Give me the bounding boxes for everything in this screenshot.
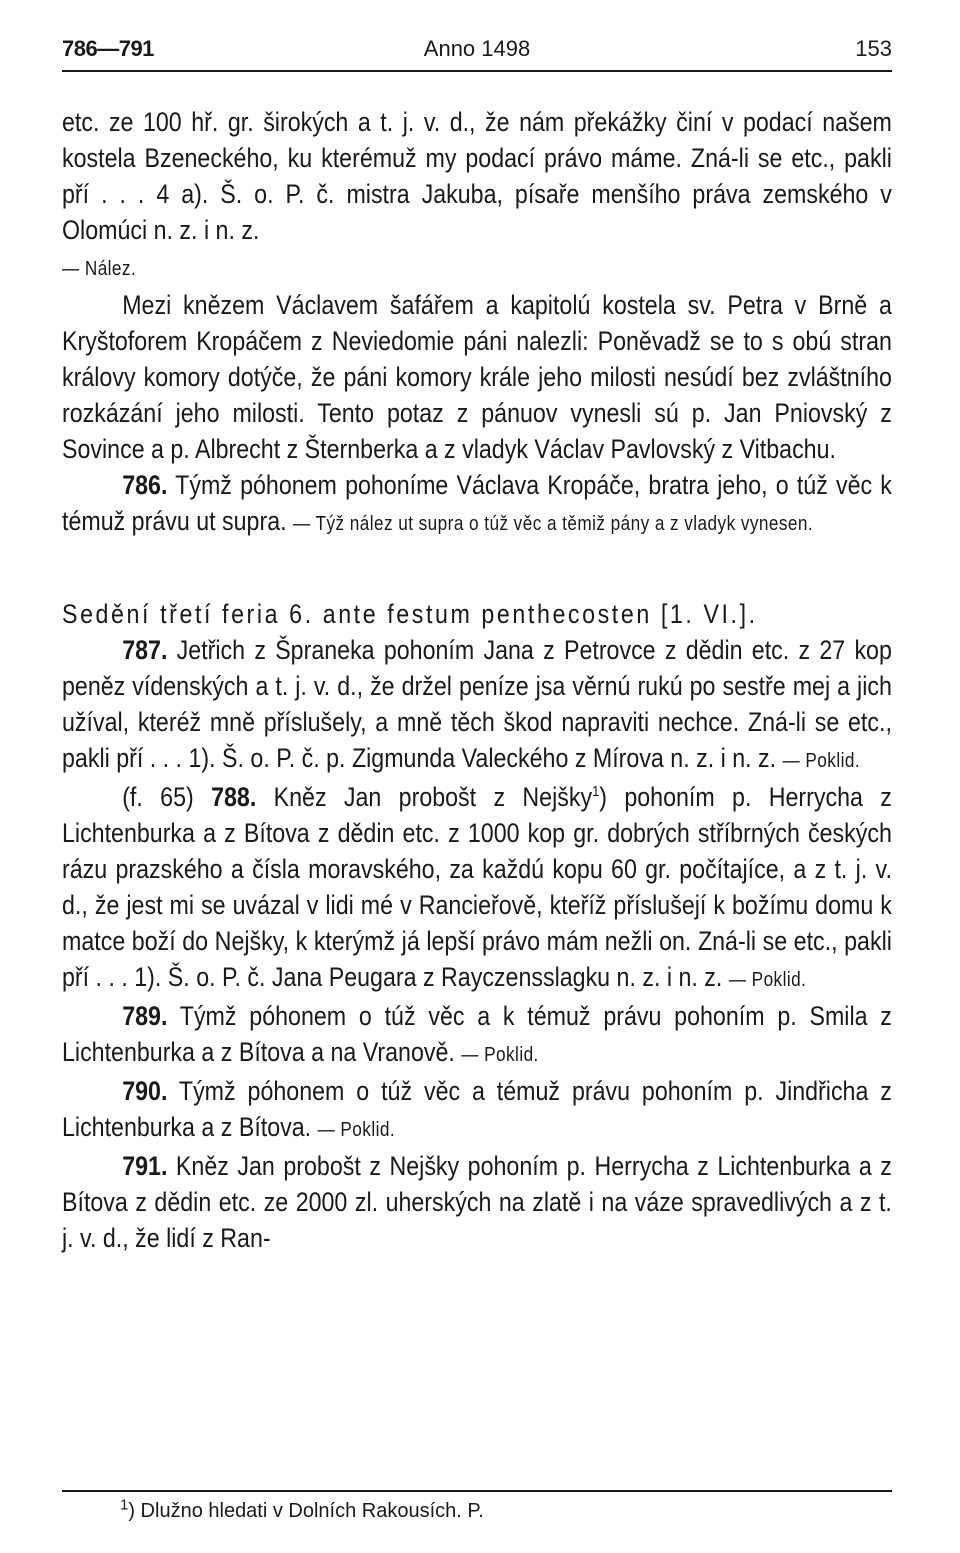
entry-number: 790.: [122, 1076, 168, 1106]
entry-number: 789.: [122, 1001, 168, 1031]
entry-text: Kněz Jan probošt z Nejšky: [273, 782, 593, 812]
entry-text: Týmž póhonem o túž věc a témuž právu pohoním p. Jindřicha z Lichtenburka a z Bítova.: [62, 1076, 892, 1142]
paragraph-text: Mezi knězem Václavem šafářem a kapitolú kostela sv. Petra v Brně a Kryštoforem Kropáčem z Neviedomie páni nalezli: Poněvadž se to s obú stran královy komory dotýče, že páni komory krále jeho milosti nesúdí bez zvláštního rozkázání jeho milosti. Tento potaz z pánuov vynesli sú p. Jan Pniovský z Sovince a p. Albrecht z Šternberka a z vladyk Václav Pavlovský z Vitbachu.: [62, 290, 892, 464]
verdict: — Poklid.: [782, 750, 861, 772]
entry-number: 788.: [211, 782, 257, 812]
entry-text: Týmž póhonem pohoníme Václava Kropáče, bratra jeho, o túž věc k témuž právu ut supra.: [62, 470, 892, 536]
entry-788: [62, 779, 892, 998]
footnote-ref: 1: [592, 783, 600, 800]
verdict: — Poklid.: [461, 1044, 539, 1066]
entry-786: [62, 467, 892, 542]
entry-789: [62, 998, 892, 1073]
paragraph-finding: [62, 287, 892, 467]
page-number: 153: [855, 36, 892, 61]
entry-number: 786.: [122, 470, 168, 500]
footnote: [120, 1496, 484, 1523]
body-text: [62, 104, 892, 1256]
footnote-mark: 1: [120, 1496, 129, 1514]
footnote-rule: [62, 1490, 892, 1492]
entry-text: Jetřich z Špraneka pohoním Jana z Petrovce z dědin etc. z 27 kop peněz vídenských a t. j. v. d., že držel peníze jsa věrnú rukú po sestře mej a jich užíval, kteréž mně příslušely, a mně těch škod napraviti nechce. Zná-li se etc., pakli pří . . . 1). Š. o. P. č. p. Zigmunda Valeckého z Mírova n. z. i n. z.: [62, 635, 892, 773]
verdict: — Nález.: [62, 258, 137, 280]
entry-text: ) pohoním p. Herrycha z Lichtenburka a z Bítova z dědin etc. z 1000 kop gr. dobrých stříbrných českých rázu prazského a čísla moravského, za každú kopu 60 gr. počítajíce, a z t. j. v. d., že jest mi se uvázal v lidi mé v Rancieřově, kteříž příslušejí k božímu domu k matce boží do Nejšky, k kterýmž já lepší právo mám nežli on. Zná-li se etc., pakli pří . . . 1). Š. o. P. č. Jana Peugara z Rayczensslagku n. z. i n. z.: [62, 782, 892, 992]
entry-790: [62, 1073, 892, 1148]
entry-787: [62, 632, 892, 779]
entry-number: 787.: [122, 635, 168, 665]
running-header: [62, 36, 892, 66]
verdict: — Týž nález ut supra o túž věc a těmiž pány a z vladyk vynesen.: [293, 513, 814, 535]
folio-marker: (f. 65): [122, 782, 212, 812]
verdict: — Poklid.: [728, 969, 807, 991]
paragraph-text: etc. ze 100 hř. gr. širokých a t. j. v. d., že nám překážky činí v podací našem kostela Bzeneckého, ku kterémuž my podací právo máme. Zná-li se etc., pakli pří . . . 4 a). Š. o. P. č. mistra Jakuba, písaře menšího práva zemského v Olomúci n. z. i n. z.: [62, 107, 892, 245]
entry-text: Týmž póhonem o túž věc a k témuž právu pohoním p. Smila z Lichtenburka a z Bítova a na Vranově.: [62, 1001, 892, 1067]
header-rule: [62, 70, 892, 72]
entry-range: 786—791: [62, 36, 154, 61]
session-heading: Sedění třetí feria 6. ante festum penthecosten [1. VI.].: [62, 599, 758, 629]
entry-text: Kněz Jan probošt z Nejšky pohoním p. Herrycha z Lichtenburka a z Bítova z dědin etc. ze 2000 zl. uherských na zlatě i na váze spravedlivých a z t. j. v. d., že lidí z Ran-: [62, 1151, 892, 1253]
entry-number: 791.: [122, 1151, 168, 1181]
entry-791: [62, 1148, 892, 1256]
running-title: Anno 1498: [423, 36, 531, 61]
paragraph-continuation: [62, 104, 892, 287]
verdict: — Poklid.: [317, 1119, 396, 1141]
footnote-text: ) Dlužno hledati v Dolních Rakousích. P.: [128, 1500, 484, 1522]
